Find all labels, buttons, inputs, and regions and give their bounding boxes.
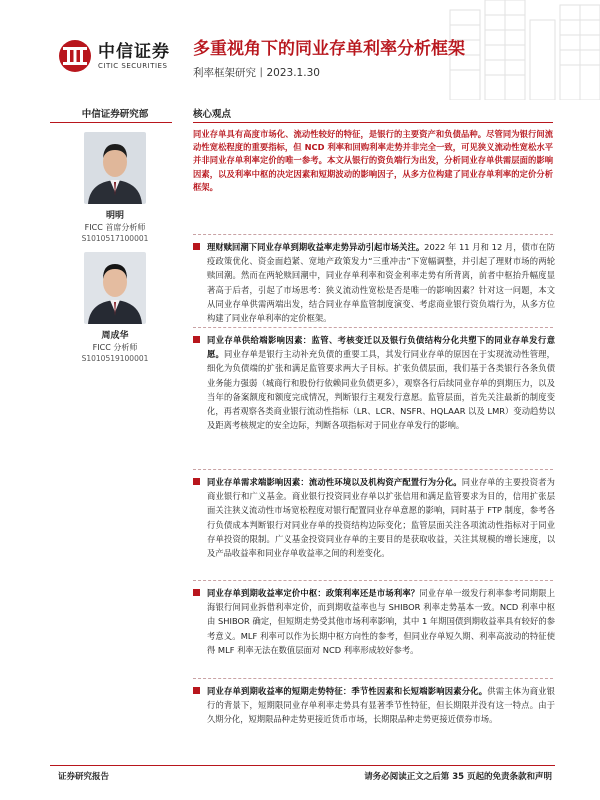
analyst-name: 周成华 [101, 331, 129, 341]
dashed-separator [193, 580, 553, 581]
summary-paragraph: 同业存单具有高度市场化、流动性较好的特征，是银行的主要资产和负债品种。尽管同为银行间流动性宽松程度的重要指标，但 NCD 利率和回购利率走势并非完全一致，可见狭义流动性宽松水平并非同业存单利率定价的唯一参考。本文从银行的资负端行为出发，分析同业存单供需层面的影响因素，以及利率中枢的决定因素和短期波动的影响因子，从多方位构建了同业存单利率的定价分析框架。 [193, 129, 553, 192]
bullet-square-icon [193, 687, 200, 694]
dashed-separator [193, 234, 553, 235]
key-point [193, 333, 555, 432]
analyst-photo [84, 252, 146, 324]
analyst-portrait-icon [84, 132, 146, 204]
analyst-code: S1010517100001 [81, 234, 149, 243]
company-logo [58, 38, 170, 74]
key-point-body: 2022 年 11 月和 12 月，债市在防疫政策优化、资金面趋紧、宽地产政策发力“三重冲击”下宽幅调整，并引起了理财市场的两轮赎回潮。然而在两轮赎回潮中，同业存单利率和资金利率走势有所背离，前者中枢抬升幅度显著高于后者，引起了市场思考：狭义流动性宽松是否是唯一的影响因素？针对这一问题，本文从同业存单供需两端出发，结合同业存单监管制度演变、考虑商业银行资负端行为，从多方位构建了同业存单利率的定价框架。 [207, 242, 555, 324]
dashed-separator [193, 327, 553, 328]
bullet-square-icon [193, 478, 200, 485]
key-point-lead: 同业存单需求端影响因素：流动性环境以及机构资产配置行为分化。 [207, 477, 462, 487]
key-point [193, 684, 555, 727]
footer-divider [50, 765, 555, 766]
logo-chinese: 中信证券 [98, 41, 170, 62]
key-point-lead: 理财赎回潮下同业存单到期收益率走势异动引起市场关注。 [207, 242, 425, 252]
bullet-square-icon [193, 336, 200, 343]
key-point-body: 供需主体为商业银行的背景下，短期限同业存单利率走势具有显著季节性特征，但长期限并没有这一特点。由于久期分化，短期限品种走势更接近货币市场，长期限品种走势更接近债券市场。 [207, 686, 555, 725]
analyst-portrait-icon [84, 252, 146, 324]
logo-english: CITIC SECURITIES [98, 61, 168, 70]
citic-logo-icon [58, 39, 92, 73]
analyst-code: S1010519100001 [81, 354, 149, 363]
key-point [193, 475, 555, 560]
key-point-lead: 同业存单到期收益率的短期走势特征：季节性因素和长短端影响因素分化。 [207, 686, 488, 696]
key-point [193, 586, 555, 657]
bullet-square-icon [193, 589, 200, 596]
key-point-lead: 同业存单供给端影响因素：监管、考核变迁以及银行负债结构分化共塑下的同业存单发行意愿。 [207, 335, 555, 360]
dashed-separator [193, 469, 553, 470]
key-point-body: 同业存单的主要投资者为商业银行和广义基金。商业银行投资同业存单以扩张信用和满足监管要求为目的，信用扩张层面关注狭义流动性市场宽松程度对银行配置同业存单意愿的影响，同时基于 FTP 制度，参考各行负债成本判断银行对同业存单的投资结构边际变化；监管层面关注各项流动性指标对于同业存单投资的限制。广义基金投资同业存单的主要目的是获取收益，关注其规模的增长速度，以及产品收益率和同业存单收益率之间的利差变化。 [207, 477, 555, 559]
footer-disclaimer: 请务必阅读正文之后第 35 页起的免责条款和声明 [364, 772, 552, 782]
key-point-body: 同业存单一级发行利率参考同期限上海银行间同业拆借利率定价，而到期收益率也与 SHIBOR 利率走势基本一致。NCD 利率中枢由 SHIBOR 确定，但短期走势受其他市场利率影响，其中 1 年期国债到期收益率具有较好的参考意义。MLF 利率可以作为长期中枢方向性的参考，但同业存单短久期、利率高波动的特征使得 MLF 利率无法在数值层面对 NCD 利率形成较好参考。 [207, 588, 555, 655]
analyst-card [58, 252, 172, 364]
department-heading: 中信证券研究部 [81, 109, 149, 120]
dashed-separator [193, 678, 553, 679]
report-subtitle: 利率框架研究丨2023.1.30 [193, 67, 320, 79]
analyst-photo [84, 132, 146, 204]
key-point [193, 240, 555, 325]
analyst-role: FICC 分析师 [92, 343, 138, 352]
section-heading: 核心观点 [193, 109, 232, 120]
analyst-card [58, 132, 172, 244]
key-point-body: 同业存单是银行主动补充负债的重要工具，其发行同业存单的原因在于实现流动性管理，细化为负债端的扩张和满足监管要求两大子目标。扩张负债层面，我们基于各类银行各条负债业务能力强弱（城商行和股份行依赖同业负债更多），观察各行后续同业存单的到期压力，以及当年的备案额度和额度完成情况，判断银行主观发行意愿。监管层面，首先关注最新的制度变化，再者观察各类商业银行流动性指标（LR、LCR、NSFR、HQLAAR 以及 LMR）变动趋势以及距离考核规定的安全边际，判断各项指标对于同业存单发行的影响。 [207, 349, 555, 431]
right-divider [193, 122, 553, 123]
footer-report-type: 证券研究报告 [58, 772, 110, 782]
analyst-role: FICC 首席分析师 [84, 223, 146, 232]
key-point-lead: 同业存单到期收益率定价中枢：政策利率还是市场利率？ [207, 588, 420, 598]
bullet-square-icon [193, 243, 200, 250]
left-divider [50, 122, 172, 123]
analyst-name: 明明 [105, 211, 124, 221]
report-title: 多重视角下的同业存单利率分析框架 [193, 39, 465, 59]
